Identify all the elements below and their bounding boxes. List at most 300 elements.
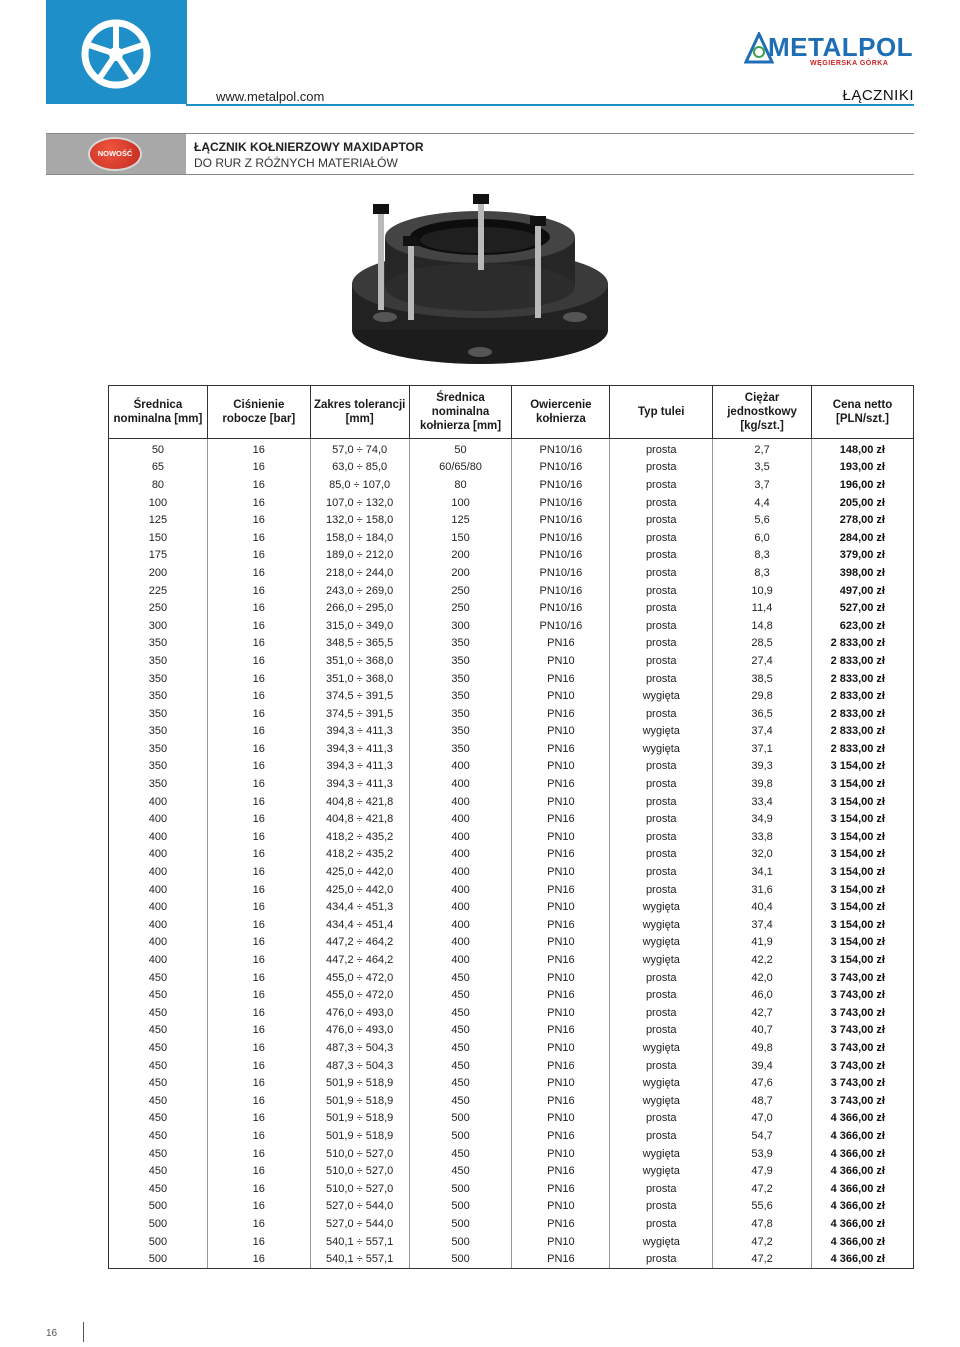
table-cell: prosta: [610, 1110, 713, 1128]
table-row: [109, 1145, 914, 1163]
table-row: [109, 863, 914, 881]
table-cell: PN10/16: [512, 582, 610, 600]
table-cell: 400: [109, 846, 208, 864]
table-cell: wygięta: [610, 1074, 713, 1092]
column-header: Średnica nominalna [mm]: [109, 386, 208, 439]
table-cell: 16: [207, 1004, 310, 1022]
table-cell: PN10: [512, 687, 610, 705]
table-cell: 16: [207, 439, 310, 459]
table-cell: 28,5: [713, 635, 812, 653]
table-cell: 510,0 ÷ 527,0: [310, 1145, 409, 1163]
table-cell: prosta: [610, 758, 713, 776]
table-cell: PN16: [512, 810, 610, 828]
table-cell: 31,6: [713, 881, 812, 899]
table-cell: 351,0 ÷ 368,0: [310, 652, 409, 670]
table-cell: 16: [207, 635, 310, 653]
table-cell: 450: [109, 1004, 208, 1022]
table-cell: 447,2 ÷ 464,2: [310, 951, 409, 969]
table-cell: 41,9: [713, 934, 812, 952]
table-cell: 16: [207, 1198, 310, 1216]
table-cell: 4 366,00 zł: [812, 1215, 914, 1233]
table-cell: 450: [109, 1039, 208, 1057]
table-cell: 450: [109, 986, 208, 1004]
table-cell: 350: [409, 670, 512, 688]
table-cell: PN16: [512, 846, 610, 864]
table-cell: 3 743,00 zł: [812, 1039, 914, 1057]
table-cell: 400: [409, 863, 512, 881]
table-cell: 450: [409, 1092, 512, 1110]
table-cell: 16: [207, 723, 310, 741]
table-cell: PN10/16: [512, 547, 610, 565]
table-cell: 200: [409, 547, 512, 565]
table-cell: 400: [409, 828, 512, 846]
table-cell: 100: [109, 494, 208, 512]
table-cell: prosta: [610, 846, 713, 864]
table-cell: 16: [207, 740, 310, 758]
table-cell: 2 833,00 zł: [812, 740, 914, 758]
table-cell: 16: [207, 951, 310, 969]
table-cell: 450: [109, 969, 208, 987]
table-cell: 400: [409, 810, 512, 828]
table-cell: 300: [109, 617, 208, 635]
table-cell: 3 743,00 zł: [812, 1092, 914, 1110]
table-cell: 8,3: [713, 564, 812, 582]
table-cell: prosta: [610, 564, 713, 582]
table-cell: 350: [109, 740, 208, 758]
table-cell: 3 154,00 zł: [812, 881, 914, 899]
table-cell: 47,2: [713, 1250, 812, 1268]
table-cell: 2 833,00 zł: [812, 687, 914, 705]
table-cell: prosta: [610, 476, 713, 494]
table-row: [109, 547, 914, 565]
table-cell: 205,00 zł: [812, 494, 914, 512]
price-table: [108, 385, 914, 1269]
table-cell: 540,1 ÷ 557,1: [310, 1250, 409, 1268]
table-cell: 501,9 ÷ 518,9: [310, 1092, 409, 1110]
table-cell: 16: [207, 1074, 310, 1092]
table-cell: 3 154,00 zł: [812, 863, 914, 881]
table-cell: prosta: [610, 494, 713, 512]
table-row: [109, 1110, 914, 1128]
table-cell: 33,4: [713, 793, 812, 811]
table-cell: wygięta: [610, 1092, 713, 1110]
table-cell: PN16: [512, 951, 610, 969]
table-cell: 400: [409, 881, 512, 899]
table-cell: 450: [109, 1110, 208, 1128]
table-cell: PN10: [512, 652, 610, 670]
table-cell: 16: [207, 986, 310, 1004]
table-cell: 125: [409, 511, 512, 529]
table-row: [109, 916, 914, 934]
table-cell: 196,00 zł: [812, 476, 914, 494]
table-cell: PN10: [512, 1198, 610, 1216]
table-cell: PN10: [512, 969, 610, 987]
table-cell: 2 833,00 zł: [812, 705, 914, 723]
table-cell: 4 366,00 zł: [812, 1180, 914, 1198]
table-cell: 450: [409, 1022, 512, 1040]
table-cell: prosta: [610, 635, 713, 653]
table-cell: 400: [409, 934, 512, 952]
table-cell: 418,2 ÷ 435,2: [310, 828, 409, 846]
table-row: [109, 951, 914, 969]
table-row: [109, 1215, 914, 1233]
table-cell: 132,0 ÷ 158,0: [310, 511, 409, 529]
table-cell: 200: [409, 564, 512, 582]
table-cell: 400: [109, 898, 208, 916]
table-row: [109, 1162, 914, 1180]
table-cell: 350: [409, 687, 512, 705]
table-cell: 16: [207, 459, 310, 477]
table-cell: 16: [207, 775, 310, 793]
table-cell: 16: [207, 758, 310, 776]
table-cell: 400: [109, 934, 208, 952]
section-title: ŁĄCZNIKI: [842, 87, 914, 104]
table-cell: 2 833,00 zł: [812, 652, 914, 670]
table-row: [109, 775, 914, 793]
header-rule: [186, 104, 914, 106]
table-cell: PN10: [512, 863, 610, 881]
table-cell: 400: [109, 863, 208, 881]
table-cell: PN16: [512, 916, 610, 934]
table-cell: 455,0 ÷ 472,0: [310, 969, 409, 987]
table-cell: 350: [109, 652, 208, 670]
table-cell: 350: [409, 740, 512, 758]
table-cell: 40,7: [713, 1022, 812, 1040]
table-cell: 37,4: [713, 916, 812, 934]
table-row: [109, 846, 914, 864]
table-cell: 16: [207, 476, 310, 494]
table-cell: prosta: [610, 828, 713, 846]
banner-badge-area: [46, 134, 186, 174]
table-cell: 16: [207, 1057, 310, 1075]
table-cell: 500: [409, 1110, 512, 1128]
table-row: [109, 652, 914, 670]
table-row: [109, 529, 914, 547]
table-cell: 42,7: [713, 1004, 812, 1022]
table-cell: 500: [409, 1127, 512, 1145]
logo-subtitle: WĘGIERSKA GÓRKA: [810, 60, 889, 67]
footer-rule: [83, 1322, 84, 1342]
table-cell: 400: [109, 916, 208, 934]
table-cell: 350: [109, 687, 208, 705]
product-subtitle: DO RUR Z RÓŻNYCH MATERIAŁÓW: [194, 156, 398, 170]
table-cell: 38,5: [713, 670, 812, 688]
table-cell: 47,6: [713, 1074, 812, 1092]
table-cell: PN16: [512, 1162, 610, 1180]
table-cell: 225: [109, 582, 208, 600]
table-cell: 400: [109, 810, 208, 828]
table-row: [109, 564, 914, 582]
table-cell: 46,0: [713, 986, 812, 1004]
table-cell: 16: [207, 969, 310, 987]
table-cell: 425,0 ÷ 442,0: [310, 863, 409, 881]
table-cell: 39,8: [713, 775, 812, 793]
table-cell: 394,3 ÷ 411,3: [310, 775, 409, 793]
table-cell: 80: [409, 476, 512, 494]
table-cell: PN16: [512, 1127, 610, 1145]
table-cell: prosta: [610, 705, 713, 723]
table-cell: 510,0 ÷ 527,0: [310, 1162, 409, 1180]
table-cell: prosta: [610, 793, 713, 811]
table-cell: 8,3: [713, 547, 812, 565]
table-cell: 4 366,00 zł: [812, 1127, 914, 1145]
new-badge: NOWOŚĆ: [90, 139, 140, 169]
table-row: [109, 986, 914, 1004]
table-cell: 48,7: [713, 1092, 812, 1110]
table-cell: PN16: [512, 635, 610, 653]
table-cell: 350: [109, 635, 208, 653]
table-cell: 158,0 ÷ 184,0: [310, 529, 409, 547]
site-url[interactable]: www.metalpol.com: [216, 89, 325, 104]
table-cell: 16: [207, 1145, 310, 1163]
table-cell: 500: [409, 1215, 512, 1233]
table-cell: 3,5: [713, 459, 812, 477]
table-cell: 434,4 ÷ 451,3: [310, 898, 409, 916]
table-cell: 55,6: [713, 1198, 812, 1216]
table-cell: 33,8: [713, 828, 812, 846]
table-row: [109, 934, 914, 952]
product-banner: [46, 133, 914, 175]
table-cell: wygięta: [610, 687, 713, 705]
table-cell: 16: [207, 529, 310, 547]
table-cell: 400: [109, 881, 208, 899]
table-cell: PN10: [512, 1074, 610, 1092]
table-cell: 49,8: [713, 1039, 812, 1057]
table-cell: 125: [109, 511, 208, 529]
table-cell: 65: [109, 459, 208, 477]
table-cell: 16: [207, 1215, 310, 1233]
table-row: [109, 459, 914, 477]
table-cell: 450: [109, 1145, 208, 1163]
table-cell: 350: [109, 758, 208, 776]
table-cell: PN16: [512, 881, 610, 899]
table-cell: 350: [409, 635, 512, 653]
table-row: [109, 1074, 914, 1092]
table-row: [109, 828, 914, 846]
table-cell: 394,3 ÷ 411,3: [310, 723, 409, 741]
table-cell: 400: [109, 951, 208, 969]
table-row: [109, 740, 914, 758]
table-cell: 16: [207, 547, 310, 565]
table-cell: prosta: [610, 1022, 713, 1040]
table-cell: 450: [109, 1162, 208, 1180]
table-cell: 50: [409, 439, 512, 459]
column-header: Ciężar jednostkowy [kg/szt.]: [713, 386, 812, 439]
table-cell: 374,5 ÷ 391,5: [310, 687, 409, 705]
product-photo: [330, 192, 630, 372]
table-cell: 16: [207, 1022, 310, 1040]
table-cell: 27,4: [713, 652, 812, 670]
table-cell: wygięta: [610, 1162, 713, 1180]
table-cell: 250: [409, 599, 512, 617]
table-cell: 148,00 zł: [812, 439, 914, 459]
table-cell: 4 366,00 zł: [812, 1162, 914, 1180]
table-cell: 3 743,00 zł: [812, 1057, 914, 1075]
table-cell: 450: [409, 986, 512, 1004]
table-row: [109, 582, 914, 600]
table-cell: 150: [409, 529, 512, 547]
table-cell: 47,8: [713, 1215, 812, 1233]
table-row: [109, 1004, 914, 1022]
table-cell: 450: [109, 1092, 208, 1110]
table-cell: 447,2 ÷ 464,2: [310, 934, 409, 952]
table-row: [109, 617, 914, 635]
table-cell: 450: [409, 1039, 512, 1057]
table-row: [109, 723, 914, 741]
table-cell: 487,3 ÷ 504,3: [310, 1039, 409, 1057]
table-cell: 60/65/80: [409, 459, 512, 477]
table-cell: prosta: [610, 986, 713, 1004]
table-cell: 351,0 ÷ 368,0: [310, 670, 409, 688]
table-cell: 450: [409, 1057, 512, 1075]
table-cell: 34,1: [713, 863, 812, 881]
table-cell: PN10/16: [512, 529, 610, 547]
table-cell: 500: [109, 1233, 208, 1251]
table-cell: 527,0 ÷ 544,0: [310, 1198, 409, 1216]
table-cell: PN16: [512, 1057, 610, 1075]
column-header: Owiercenie kołnierza: [512, 386, 610, 439]
table-cell: 6,0: [713, 529, 812, 547]
table-cell: PN16: [512, 1092, 610, 1110]
column-header: Cena netto [PLN/szt.]: [812, 386, 914, 439]
table-cell: 374,5 ÷ 391,5: [310, 705, 409, 723]
table-cell: PN10: [512, 793, 610, 811]
table-cell: 501,9 ÷ 518,9: [310, 1074, 409, 1092]
table-cell: 3 154,00 zł: [812, 793, 914, 811]
table-row: [109, 687, 914, 705]
table-row: [109, 1092, 914, 1110]
table-cell: 39,4: [713, 1057, 812, 1075]
table-cell: 3 154,00 zł: [812, 898, 914, 916]
table-cell: 3 154,00 zł: [812, 775, 914, 793]
table-cell: prosta: [610, 1057, 713, 1075]
table-cell: 400: [409, 951, 512, 969]
table-cell: 350: [409, 652, 512, 670]
table-cell: 500: [409, 1180, 512, 1198]
table-cell: 80: [109, 476, 208, 494]
table-cell: 5,6: [713, 511, 812, 529]
table-cell: PN16: [512, 705, 610, 723]
table-cell: 350: [109, 670, 208, 688]
table-cell: 150: [109, 529, 208, 547]
table-cell: 623,00 zł: [812, 617, 914, 635]
table-cell: 200: [109, 564, 208, 582]
table-cell: 16: [207, 582, 310, 600]
table-cell: 450: [109, 1074, 208, 1092]
table-cell: 16: [207, 793, 310, 811]
table-cell: 16: [207, 916, 310, 934]
table-cell: 400: [409, 898, 512, 916]
table-cell: prosta: [610, 599, 713, 617]
header-icon-tile: [46, 0, 187, 104]
table-cell: prosta: [610, 863, 713, 881]
table-cell: PN10: [512, 898, 610, 916]
table-cell: 16: [207, 1127, 310, 1145]
table-cell: 4 366,00 zł: [812, 1233, 914, 1251]
table-cell: PN10: [512, 1039, 610, 1057]
table-cell: wygięta: [610, 898, 713, 916]
table-cell: 3 743,00 zł: [812, 1074, 914, 1092]
table-cell: 29,8: [713, 687, 812, 705]
page-number: 16: [46, 1328, 58, 1339]
table-row: [109, 1180, 914, 1198]
table-cell: 350: [409, 705, 512, 723]
table-cell: 404,8 ÷ 421,8: [310, 810, 409, 828]
table-cell: 510,0 ÷ 527,0: [310, 1180, 409, 1198]
table-cell: 57,0 ÷ 74,0: [310, 439, 409, 459]
table-cell: 42,2: [713, 951, 812, 969]
table-cell: 3 743,00 zł: [812, 1004, 914, 1022]
table-cell: 4 366,00 zł: [812, 1250, 914, 1268]
table-cell: 284,00 zł: [812, 529, 914, 547]
table-cell: 40,4: [713, 898, 812, 916]
table-cell: 540,1 ÷ 557,1: [310, 1233, 409, 1251]
table-cell: 14,8: [713, 617, 812, 635]
table-cell: PN10: [512, 723, 610, 741]
table-cell: PN16: [512, 740, 610, 758]
table-cell: prosta: [610, 529, 713, 547]
table-cell: 450: [109, 1022, 208, 1040]
table-cell: 450: [109, 1127, 208, 1145]
table-cell: 11,4: [713, 599, 812, 617]
table-cell: PN10/16: [512, 494, 610, 512]
table-cell: prosta: [610, 1004, 713, 1022]
table-row: [109, 439, 914, 459]
table-cell: 16: [207, 617, 310, 635]
table-cell: PN10/16: [512, 599, 610, 617]
table-cell: 3 154,00 zł: [812, 846, 914, 864]
table-cell: PN16: [512, 1215, 610, 1233]
table-cell: 16: [207, 1162, 310, 1180]
table-cell: wygięta: [610, 951, 713, 969]
table-cell: 2 833,00 zł: [812, 723, 914, 741]
table-cell: PN16: [512, 986, 610, 1004]
table-cell: 3 154,00 zł: [812, 951, 914, 969]
table-row: [109, 810, 914, 828]
table-cell: 450: [409, 1162, 512, 1180]
table-cell: 42,0: [713, 969, 812, 987]
table-row: [109, 1022, 914, 1040]
table-cell: prosta: [610, 652, 713, 670]
table-cell: 32,0: [713, 846, 812, 864]
table-row: [109, 599, 914, 617]
table-cell: 527,0 ÷ 544,0: [310, 1215, 409, 1233]
table-cell: wygięta: [610, 1039, 713, 1057]
table-cell: 350: [109, 775, 208, 793]
table-cell: 16: [207, 863, 310, 881]
table-cell: 400: [409, 916, 512, 934]
table-cell: 47,0: [713, 1110, 812, 1128]
column-header: Zakres tolerancji [mm]: [310, 386, 409, 439]
table-cell: wygięta: [610, 934, 713, 952]
table-cell: 4 366,00 zł: [812, 1145, 914, 1163]
table-cell: 315,0 ÷ 349,0: [310, 617, 409, 635]
table-cell: 16: [207, 670, 310, 688]
table-row: [109, 1250, 914, 1268]
table-cell: 16: [207, 1039, 310, 1057]
table-cell: 47,2: [713, 1180, 812, 1198]
table-cell: 2 833,00 zł: [812, 670, 914, 688]
metalpol-logo: [744, 30, 920, 70]
table-cell: 3 154,00 zł: [812, 828, 914, 846]
table-cell: PN10: [512, 1110, 610, 1128]
table-cell: 418,2 ÷ 435,2: [310, 846, 409, 864]
table-cell: 348,5 ÷ 365,5: [310, 635, 409, 653]
table-cell: 500: [109, 1198, 208, 1216]
table-cell: 16: [207, 934, 310, 952]
table-cell: PN10/16: [512, 564, 610, 582]
table-cell: 16: [207, 599, 310, 617]
